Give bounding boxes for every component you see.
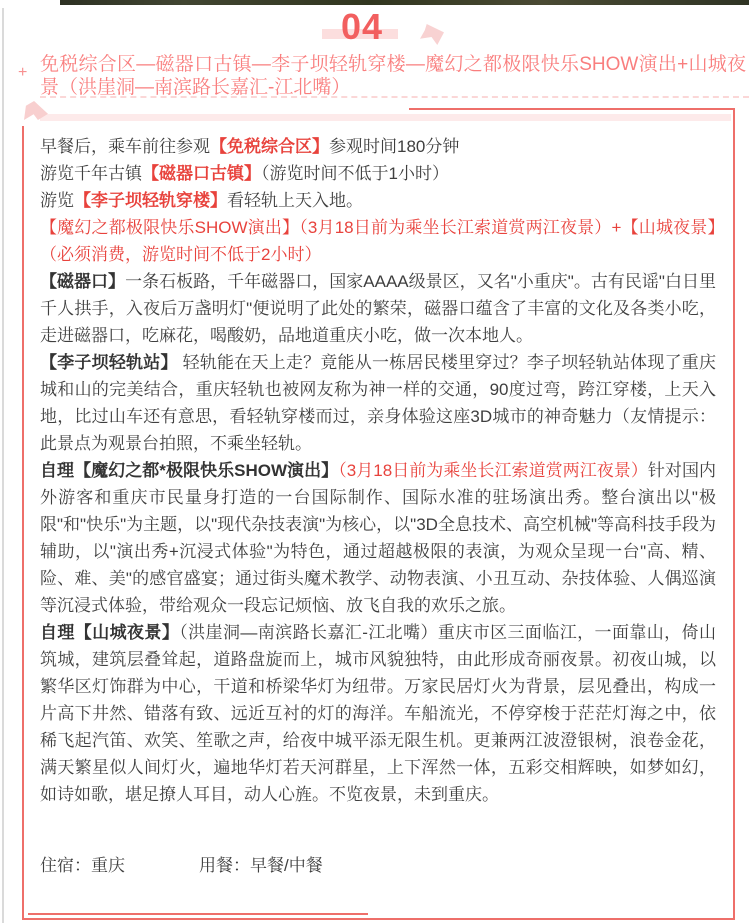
content-frame-top bbox=[409, 108, 735, 110]
content-frame-right bbox=[733, 108, 735, 920]
ribbon-decoration-icon bbox=[420, 24, 444, 45]
text-run: 游览 bbox=[40, 191, 74, 210]
text-run: 早餐后，乘车前往参观 bbox=[40, 137, 210, 156]
text-run: 一条石板路，千年磁器口，国家AAAA级景区，又名"小重庆"。古有民谣"白日里千人拱手，入夜后万盏明灯"便说明了此处的繁荣，磁器口蕴含了丰富的文化及各类小吃，走进磁器口，吃麻花，喝酸奶，品地道重庆小吃，做一次本地人。 bbox=[40, 272, 716, 345]
bottom-red-underline bbox=[28, 913, 368, 915]
page-left-border bbox=[2, 8, 4, 923]
text-run: （3月18日前为乘坐长江索道赏两江夜景） bbox=[338, 461, 648, 480]
itinerary-paragraph bbox=[40, 457, 716, 619]
text-run: 【魔幻之都极限快乐SHOW演出】（3月18日前为乘坐长江索道赏两江夜景）+【山城夜景】（必须消费，游览时间不低于2小时） bbox=[40, 218, 716, 264]
text-run: 【免税综合区】 bbox=[210, 137, 329, 156]
itinerary-paragraph bbox=[40, 133, 716, 160]
text-run: （游览时间不低于1小时） bbox=[261, 164, 449, 183]
itinerary-paragraphs bbox=[40, 133, 716, 808]
itinerary-paragraph bbox=[40, 349, 716, 457]
photo-strip-remnant bbox=[60, 0, 749, 5]
text-run: 游览千年古镇 bbox=[40, 164, 142, 183]
stay-meals-row bbox=[40, 851, 323, 876]
pink-accent-strip bbox=[40, 114, 731, 121]
text-run: 自理【山城夜景】 bbox=[40, 623, 180, 642]
text-run: 【磁器口古镇】 bbox=[142, 164, 261, 183]
itinerary-paragraph bbox=[40, 160, 716, 187]
meals-text: 用餐：早餐/中餐 bbox=[199, 856, 323, 875]
text-run: 自理【魔幻之都*极限快乐SHOW演出】 bbox=[40, 461, 339, 480]
text-run: 【磁器口】 bbox=[40, 272, 126, 291]
itinerary-paragraph bbox=[40, 187, 716, 214]
content-frame-bottom bbox=[22, 918, 735, 920]
dashed-divider bbox=[40, 96, 749, 98]
itinerary-paragraph bbox=[40, 619, 716, 808]
itinerary-paragraph bbox=[40, 268, 716, 349]
accommodation-text: 住宿：重庆 bbox=[40, 856, 125, 875]
text-run: 【李子坝轻轨站】 bbox=[40, 353, 178, 372]
text-run: 轻轨能在天上走？竟能从一栋居民楼里穿过？李子坝轻轨站体现了重庆城和山的完美结合，重庆轻轨也被网友称为神一样的交通，90度过弯，跨江穿楼，上天入地，比过山车还有意思，看轻轨穿楼而过，亲身体验这座3D城市的神奇魅力（友情提示：此景点为观景台拍照，不乘坐轻轨。 bbox=[40, 353, 716, 453]
itinerary-paragraph bbox=[40, 214, 716, 268]
text-run: （洪崖洞—南滨路长嘉汇-江北嘴）重庆市区三面临江，一面靠山，倚山筑城，建筑层叠耸起，道路盘旋而上，城市风貌独特，由此形成奇丽夜景。初夜山城，以繁华区灯饰群为中心，干道和桥梁华灯为纽带。万家民居灯火为背景，层见叠出，构成一片高下井然、错落有致、远近互衬的灯的海洋。车船流光，不停穿梭于茫茫灯海之中，依稀飞起汽笛、欢笑、笙歌之声，给夜中城平添无限生机。更兼两江波澄银树，浪卷金花，满天繁星似人间灯火，遍地华灯若天河群星，上下浑然一体，五彩交相辉映，如梦如幻，如诗如歌，堪足撩人耳目，动人心旌。不览夜景，未到重庆。 bbox=[40, 623, 716, 804]
text-run: 看轻轨上天入地。 bbox=[227, 191, 363, 210]
text-run: 参观时间180分钟 bbox=[329, 137, 460, 156]
day-number-badge: 04 bbox=[340, 6, 384, 47]
content-frame-left bbox=[22, 126, 24, 920]
plus-marker: + bbox=[18, 64, 28, 81]
text-run: 【李子坝轻轨穿楼】 bbox=[74, 191, 227, 210]
text-run: 针对国内外游客和重庆市民量身打造的一台国际制作、国际水准的驻场演出秀。整台演出以"极限"和"快乐"为主题，以"现代杂技表演"为核心，以"3D全息技术、高空机械"等高科技手段为辅助，以"演出秀+沉浸式体验"为特色，通过超越极限的表演，为观众呈现一台"高、精、险、难、美"的感官盛宴；通过街头魔术教学、动物表演、小丑互动、杂技体验、人偶巡演等沉浸式体验，带给观众一段忘记烦恼、放飞自我的欢乐之旅。 bbox=[40, 461, 717, 615]
day-title: 免税综合区—磁器口古镇—李子坝轻轨穿楼—魔幻之都极限快乐SHOW演出+山城夜景（洪崖洞—南滨路长嘉汇-江北嘴） bbox=[40, 54, 746, 98]
